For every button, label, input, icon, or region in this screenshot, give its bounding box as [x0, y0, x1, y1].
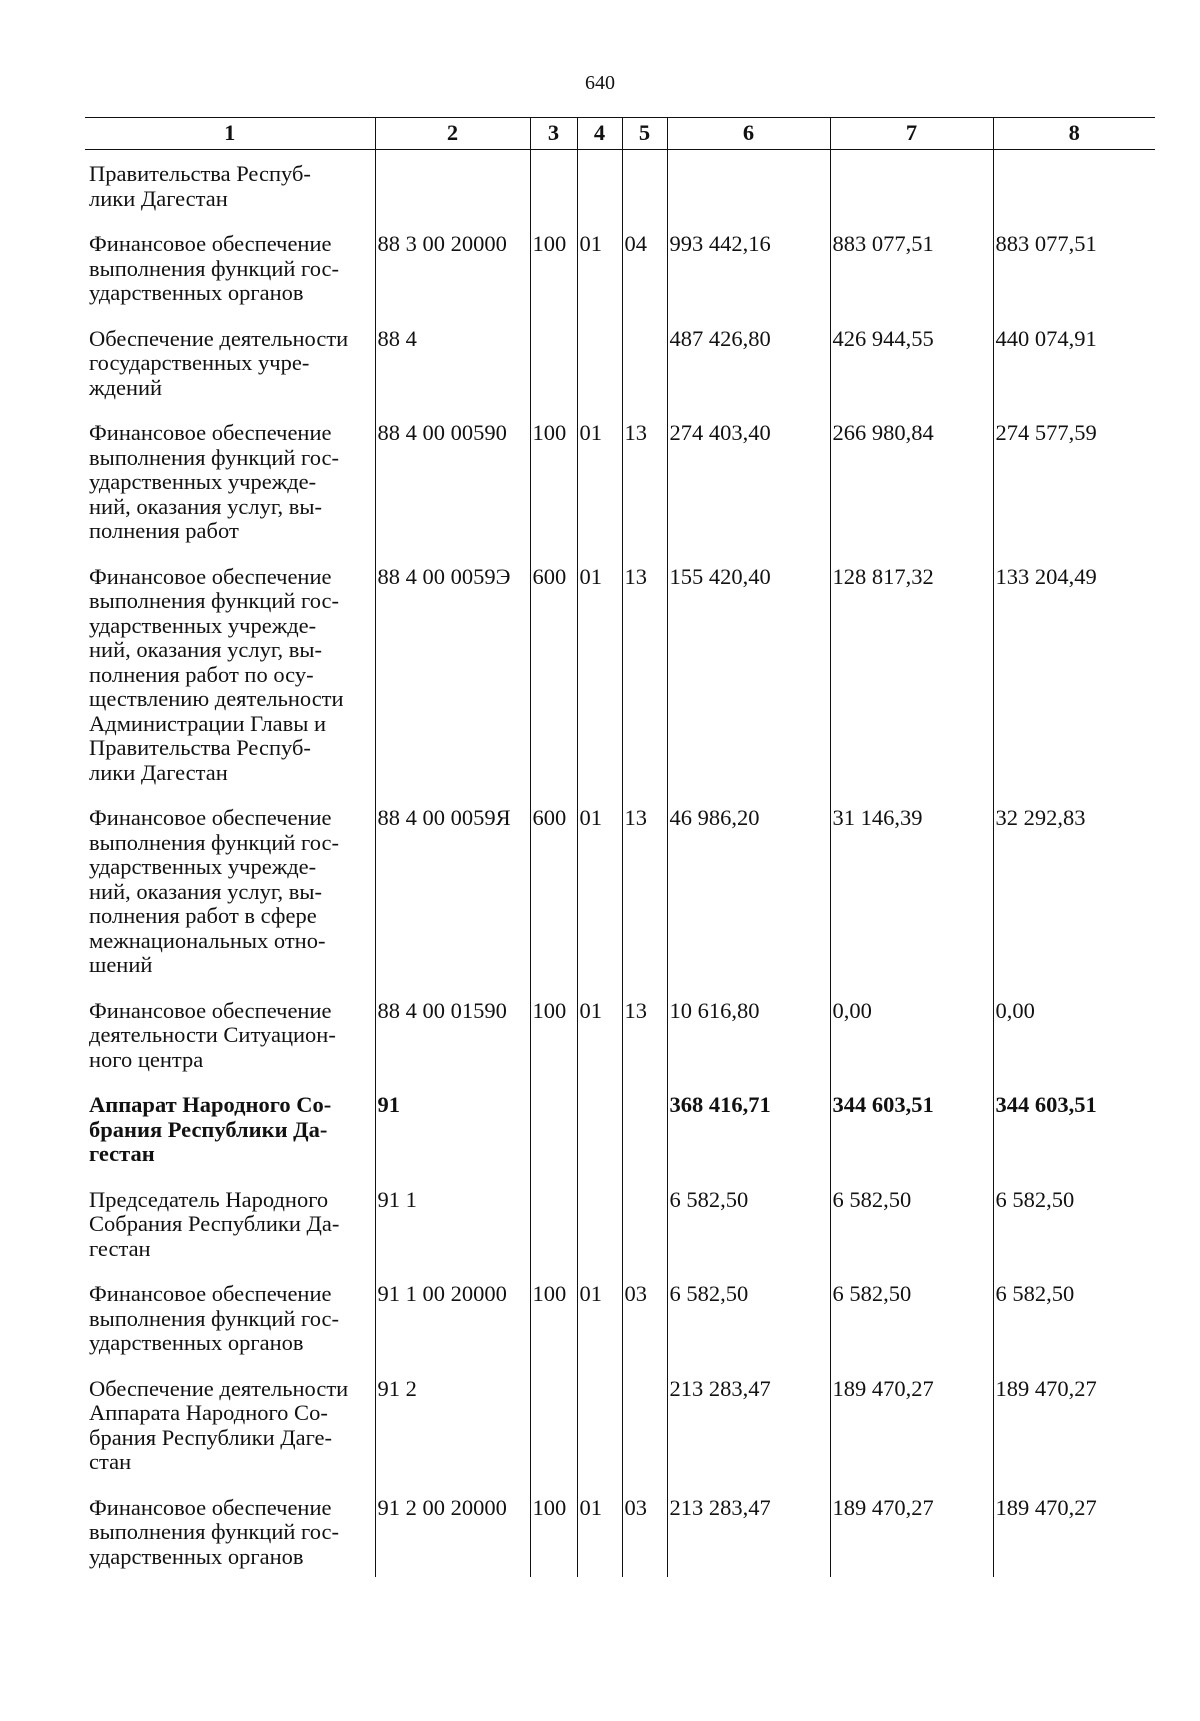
expense-type-code: [530, 327, 577, 422]
budget-code: 88 4 00 01590: [375, 999, 530, 1094]
amount-col-8: 0,00: [993, 999, 1155, 1094]
section-code: 01: [577, 1496, 622, 1578]
budget-code: 91 2 00 20000: [375, 1496, 530, 1578]
table-row: [85, 999, 1155, 1094]
column-header-1: 1: [85, 118, 375, 150]
section-code: [577, 1188, 622, 1283]
column-header-3: 3: [530, 118, 577, 150]
budget-code: 91 2: [375, 1377, 530, 1496]
line-item-name: Финансовое обеспечение выполнения функций гос- ударственных учрежде- ний, оказания услуг, вы- полнения работ: [89, 420, 339, 543]
amount-col-8: 32 292,83: [993, 806, 1155, 999]
table-row: [85, 1188, 1155, 1283]
subsection-code: [622, 1188, 667, 1283]
line-item-name: Финансовое обеспечение выполнения функций гос- ударственных учрежде- ний, оказания услуг, вы- полнения работ в сфере межнациональных отно- шений: [89, 805, 339, 977]
section-code: 01: [577, 565, 622, 807]
line-item-name: Правительства Респуб- лики Дагестан: [89, 161, 311, 211]
table-body: [85, 150, 1155, 1578]
expense-type-code: 600: [530, 806, 577, 999]
amount-col-8: 133 204,49: [993, 565, 1155, 807]
amount-col-8: 440 074,91: [993, 327, 1155, 422]
section-code: 01: [577, 232, 622, 327]
amount-col-6: 6 582,50: [667, 1188, 830, 1283]
amount-col-8: 189 470,27: [993, 1496, 1155, 1578]
subsection-code: [622, 1093, 667, 1188]
line-item-name: Финансовое обеспечение выполнения функций гос- ударственных учрежде- ний, оказания услуг, вы- полнения работ по осу- ществлению деятельности Администрации Главы и Правительства Респуб- лики Дагестан: [89, 563, 344, 785]
budget-code: [375, 150, 530, 233]
expense-type-code: 100: [530, 421, 577, 565]
table-row: [85, 806, 1155, 999]
amount-col-7: [830, 150, 993, 233]
amount-col-6: [667, 150, 830, 233]
budget-code: 91 1: [375, 1188, 530, 1283]
column-header-2: 2: [375, 118, 530, 150]
amount-col-6: 155 420,40: [667, 565, 830, 807]
amount-col-7: 189 470,27: [830, 1377, 993, 1496]
table-row: [85, 232, 1155, 327]
column-header-8: 8: [993, 118, 1155, 150]
amount-col-6: 213 283,47: [667, 1377, 830, 1496]
line-item-name: Обеспечение деятельности Аппарата Народного Со- брания Республики Даге- стан: [89, 1375, 349, 1474]
section-code: [577, 1377, 622, 1496]
column-header-4: 4: [577, 118, 622, 150]
budget-code: 91: [375, 1093, 530, 1188]
page-number: 640: [585, 72, 615, 94]
line-item-name: Председатель Народного Собрания Республики Да- гестан: [89, 1186, 340, 1261]
table-row: [85, 150, 1155, 233]
section-code: [577, 1093, 622, 1188]
subsection-code: 13: [622, 806, 667, 999]
budget-code: 88 4 00 00590: [375, 421, 530, 565]
amount-col-7: 6 582,50: [830, 1282, 993, 1377]
section-code: 01: [577, 421, 622, 565]
amount-col-6: 10 616,80: [667, 999, 830, 1094]
table-row: [85, 565, 1155, 807]
amount-col-7: 31 146,39: [830, 806, 993, 999]
amount-col-8: 274 577,59: [993, 421, 1155, 565]
amount-col-8: 189 470,27: [993, 1377, 1155, 1496]
table-row: [85, 1377, 1155, 1496]
column-header-6: 6: [667, 118, 830, 150]
subsection-code: 04: [622, 232, 667, 327]
amount-col-7: 0,00: [830, 999, 993, 1094]
section-code: 01: [577, 806, 622, 999]
amount-col-6: 487 426,80: [667, 327, 830, 422]
amount-col-6: 46 986,20: [667, 806, 830, 999]
expense-type-code: 100: [530, 999, 577, 1094]
section-code: [577, 327, 622, 422]
amount-col-8: 344 603,51: [993, 1093, 1155, 1188]
amount-col-7: 426 944,55: [830, 327, 993, 422]
section-code: [577, 150, 622, 233]
budget-code: 91 1 00 20000: [375, 1282, 530, 1377]
table-row: [85, 1282, 1155, 1377]
budget-code: 88 3 00 20000: [375, 232, 530, 327]
amount-col-7: 128 817,32: [830, 565, 993, 807]
amount-col-6: 368 416,71: [667, 1093, 830, 1188]
amount-col-8: 6 582,50: [993, 1282, 1155, 1377]
expense-type-code: [530, 150, 577, 233]
budget-code: 88 4 00 0059Э: [375, 565, 530, 807]
amount-col-6: 993 442,16: [667, 232, 830, 327]
table-row: [85, 421, 1155, 565]
amount-col-6: 213 283,47: [667, 1496, 830, 1578]
table-row: [85, 1496, 1155, 1578]
expense-type-code: [530, 1377, 577, 1496]
amount-col-7: 6 582,50: [830, 1188, 993, 1283]
budget-table: [85, 117, 1155, 1577]
line-item-name: Аппарат Народного Со- брания Республики Да- гестан: [89, 1092, 332, 1166]
subsection-code: 13: [622, 565, 667, 807]
line-item-name: Финансовое обеспечение деятельности Ситуацион- ного центра: [89, 997, 336, 1072]
budget-code: 88 4 00 0059Я: [375, 806, 530, 999]
amount-col-7: 266 980,84: [830, 421, 993, 565]
expense-type-code: 100: [530, 1282, 577, 1377]
amount-col-8: [993, 150, 1155, 233]
expense-type-code: 100: [530, 232, 577, 327]
subsection-code: 03: [622, 1496, 667, 1578]
expense-type-code: 100: [530, 1496, 577, 1578]
expense-type-code: [530, 1093, 577, 1188]
amount-col-7: 883 077,51: [830, 232, 993, 327]
expense-type-code: [530, 1188, 577, 1283]
amount-col-7: 344 603,51: [830, 1093, 993, 1188]
amount-col-6: 6 582,50: [667, 1282, 830, 1377]
column-header-7: 7: [830, 118, 993, 150]
subsection-code: 03: [622, 1282, 667, 1377]
header-row: [85, 118, 1155, 150]
table-row: [85, 327, 1155, 422]
amount-col-8: 6 582,50: [993, 1188, 1155, 1283]
subsection-code: [622, 1377, 667, 1496]
line-item-name: Финансовое обеспечение выполнения функций гос- ударственных органов: [89, 1494, 339, 1569]
subsection-code: 13: [622, 999, 667, 1094]
amount-col-6: 274 403,40: [667, 421, 830, 565]
expense-type-code: 600: [530, 565, 577, 807]
subsection-code: [622, 150, 667, 233]
line-item-name: Обеспечение деятельности государственных учре- ждений: [89, 325, 349, 400]
table-row: [85, 1093, 1155, 1188]
amount-col-8: 883 077,51: [993, 232, 1155, 327]
subsection-code: [622, 327, 667, 422]
line-item-name: Финансовое обеспечение выполнения функций гос- ударственных органов: [89, 1281, 339, 1355]
amount-col-7: 189 470,27: [830, 1496, 993, 1578]
budget-code: 88 4: [375, 327, 530, 422]
subsection-code: 13: [622, 421, 667, 565]
column-header-5: 5: [622, 118, 667, 150]
section-code: 01: [577, 1282, 622, 1377]
line-item-name: Финансовое обеспечение выполнения функций гос- ударственных органов: [89, 231, 339, 305]
section-code: 01: [577, 999, 622, 1094]
